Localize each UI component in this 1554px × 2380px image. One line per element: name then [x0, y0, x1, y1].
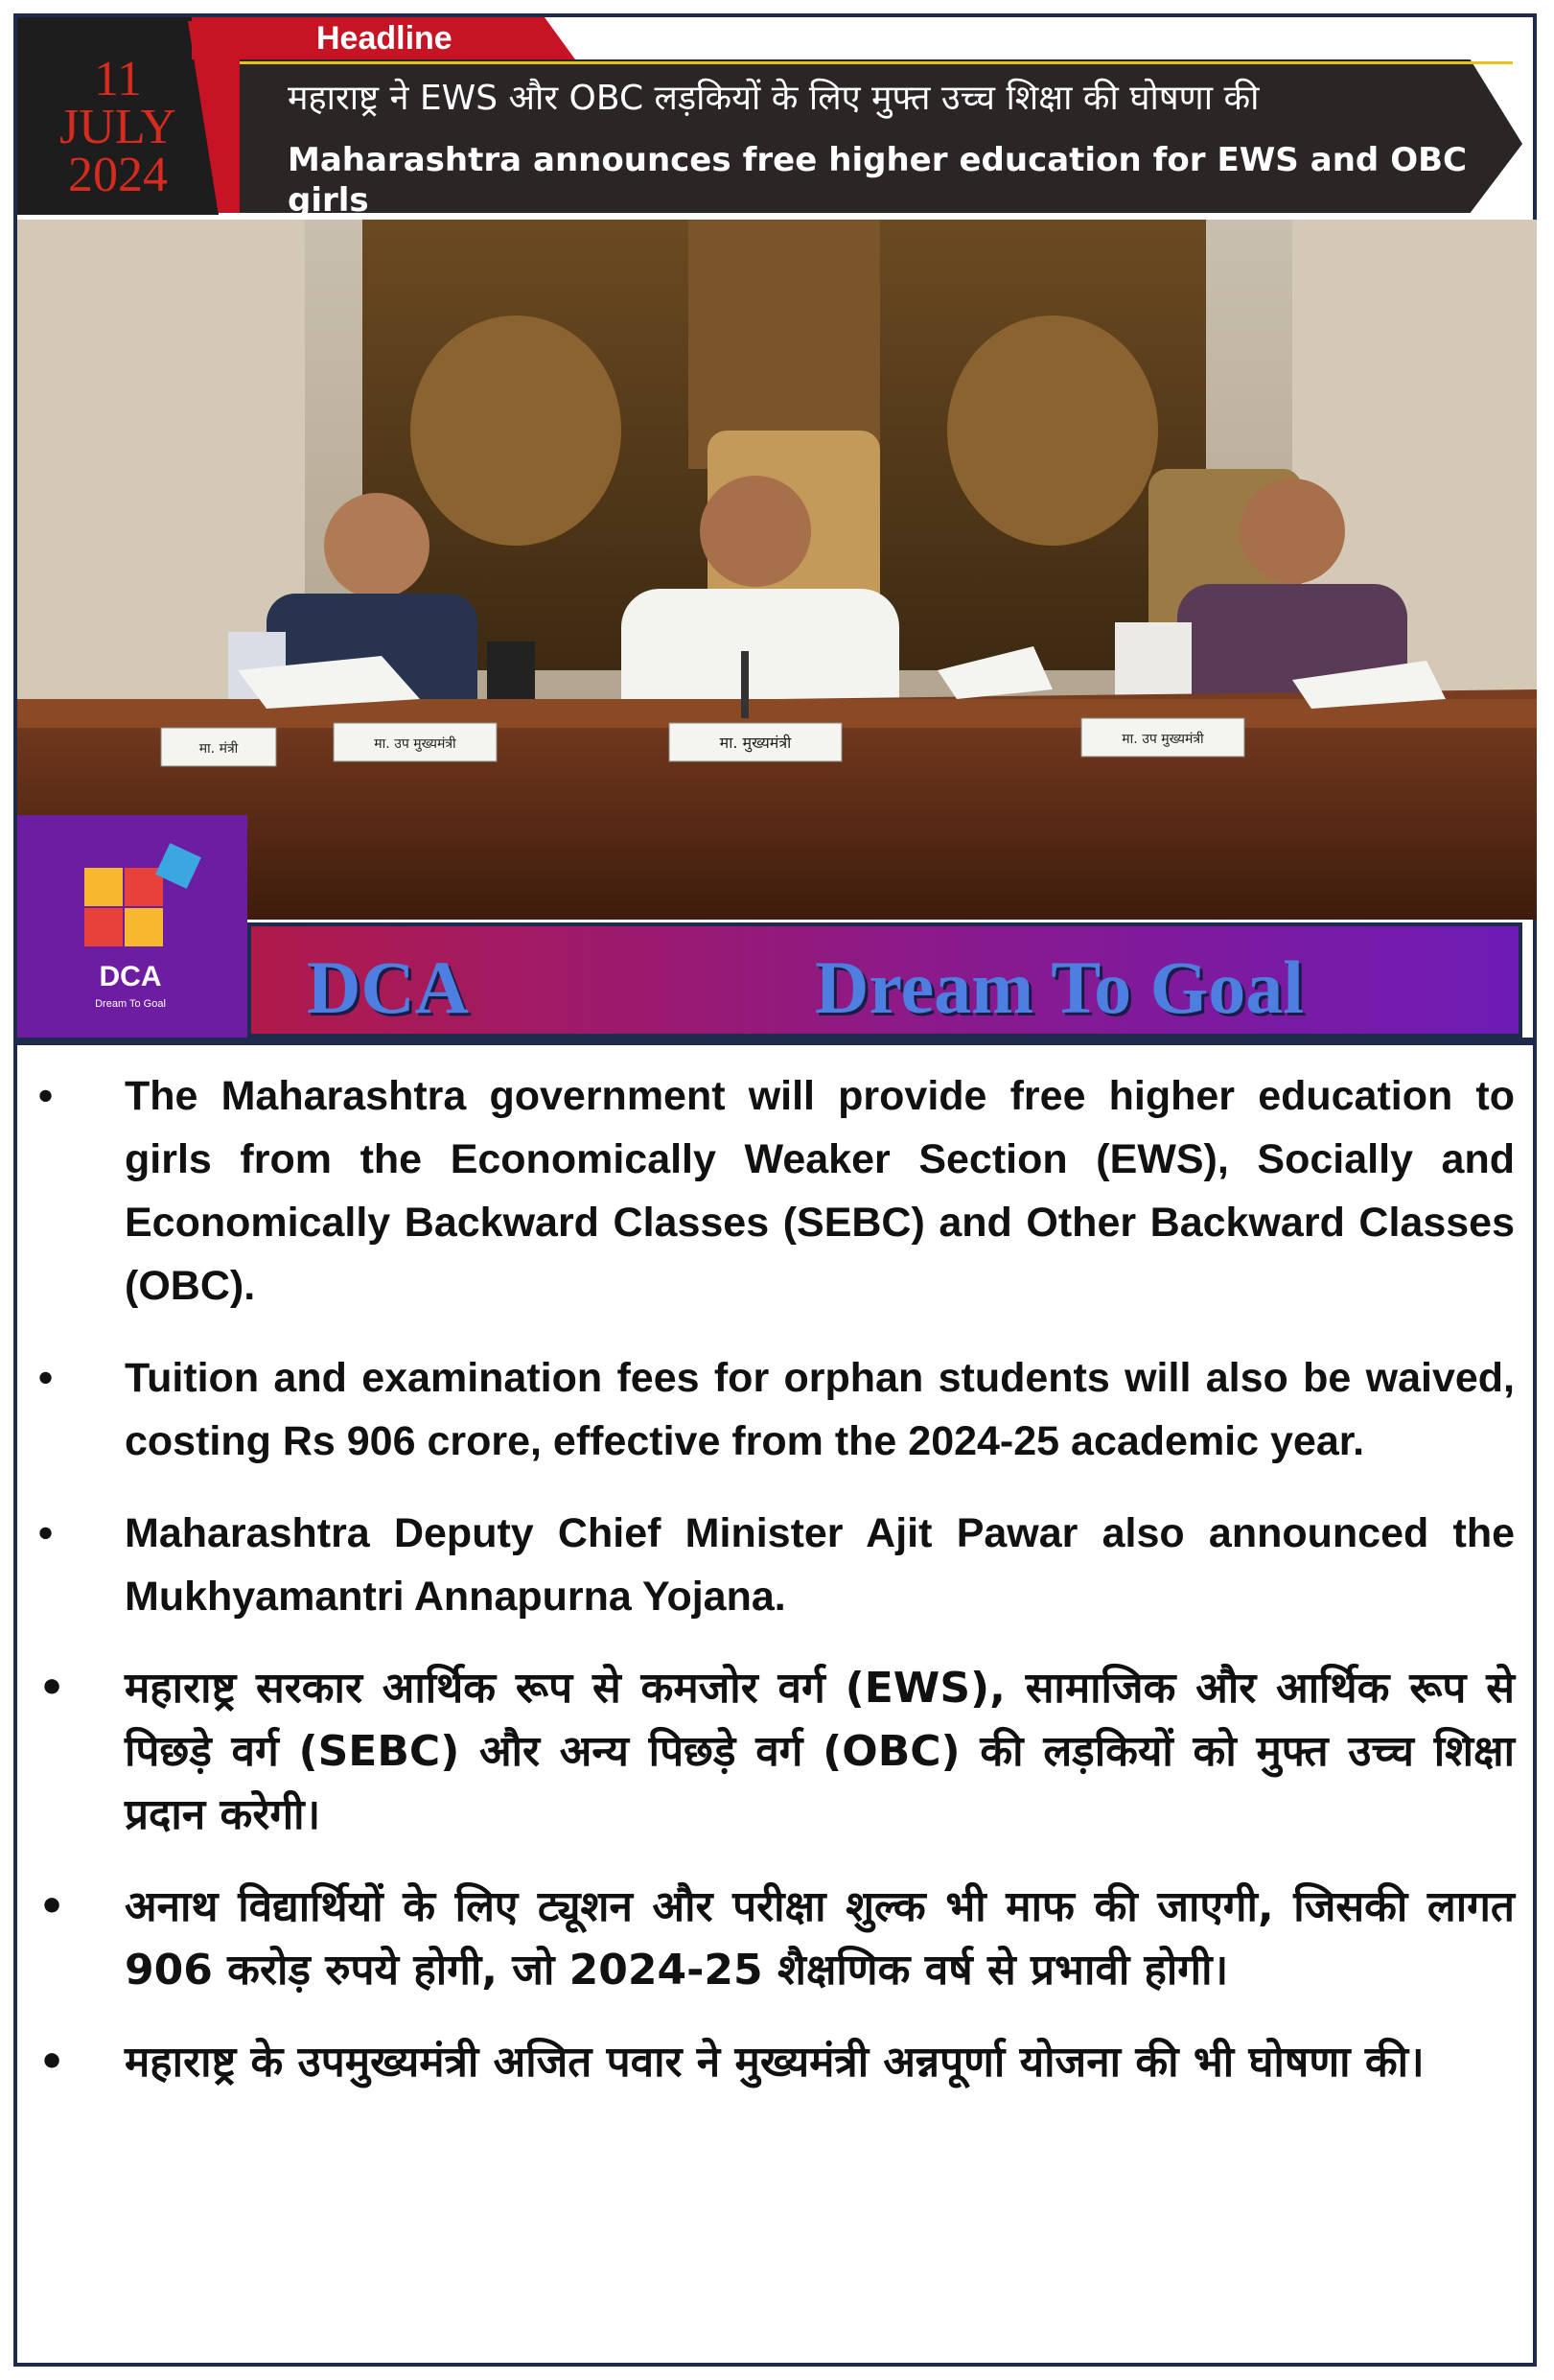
- nameplate-far-left: [161, 728, 276, 766]
- headline-accent-line: [219, 61, 1513, 64]
- headline-hindi: महाराष्ट्र ने EWS और OBC लड़कियों के लिए मुफ्त उच्च शिक्षा की घोषणा की: [288, 79, 1260, 118]
- logo-tagline: Dream To Goal: [95, 998, 166, 1010]
- brand-band-tagline: Dream To Goal: [815, 945, 1304, 1029]
- date-year: 2024: [68, 148, 168, 202]
- brand-band-dca: DCA: [307, 945, 469, 1029]
- nameplate-far-left-text: मा. मंत्री: [198, 741, 239, 757]
- nameplate-right: [1081, 718, 1244, 757]
- logo-text: DCA: [99, 961, 162, 992]
- puzzle-logo-icon: [17, 815, 247, 1040]
- bullet-item: • अनाथ विद्यार्थियों के लिए ट्यूशन और परीक्षा शुल्क भी माफ की जाएगी, जिसकी लागत 906 करोड़ रुपये होगी, जो 2024-25 शैक्षणिक वर्ष से प्रभावी होगी।: [38, 1876, 1515, 2002]
- section-divider: [17, 1038, 1537, 1045]
- bullet-item: • महाराष्ट्र सरकार आर्थिक रूप से कमजोर वर्ग (EWS), सामाजिक और आर्थिक रूप से पिछड़े वर्ग (SEBC) और अन्य पिछड़े वर्ग (OBC) की लड़कियों को मुफ्त उच्च शिक्षा प्रदान करेगी।: [38, 1657, 1515, 1847]
- date: [17, 52, 219, 202]
- bullet-item: • The Maharashtra government will provide free higher education to girls from the Economically Weaker Section (EWS), Socially and Economically Backward Classes (SEBC) and Other Backward Classes (OBC).: [38, 1064, 1515, 1318]
- date-month: JULY: [59, 100, 176, 154]
- nameplate-center-text: मा. मुख्यमंत्री: [719, 734, 792, 752]
- nameplate-left-text: मा. उप मुख्यमंत्री: [374, 736, 456, 752]
- headline-tab-label: Headline: [316, 20, 452, 57]
- date-day: 11: [93, 52, 143, 106]
- bullet-item: • Maharashtra Deputy Chief Minister Ajit Pawar also announced the Mukhyamantri Annapurna Yojana.: [38, 1502, 1515, 1628]
- nameplate-right-text: मा. उप मुख्यमंत्री: [1122, 732, 1204, 747]
- headline-english: Maharashtra announces free higher education for EWS and OBC girls: [288, 141, 1467, 220]
- nameplate-center: [669, 723, 842, 761]
- bullet-item: • Tuition and examination fees for orphan students will also be waived, costing Rs 906 crore, effective from the 2024-25 academic year.: [38, 1346, 1515, 1473]
- dca-logo-box: [17, 815, 247, 1040]
- nameplate-left: [334, 723, 497, 761]
- bullet-list: [38, 1064, 1515, 2094]
- bullet-item: • महाराष्ट्र के उपमुख्यमंत्री अजित पवार ने मुख्यमंत्री अन्नपूर्णा योजना की भी घोषणा की।: [38, 2031, 1515, 2094]
